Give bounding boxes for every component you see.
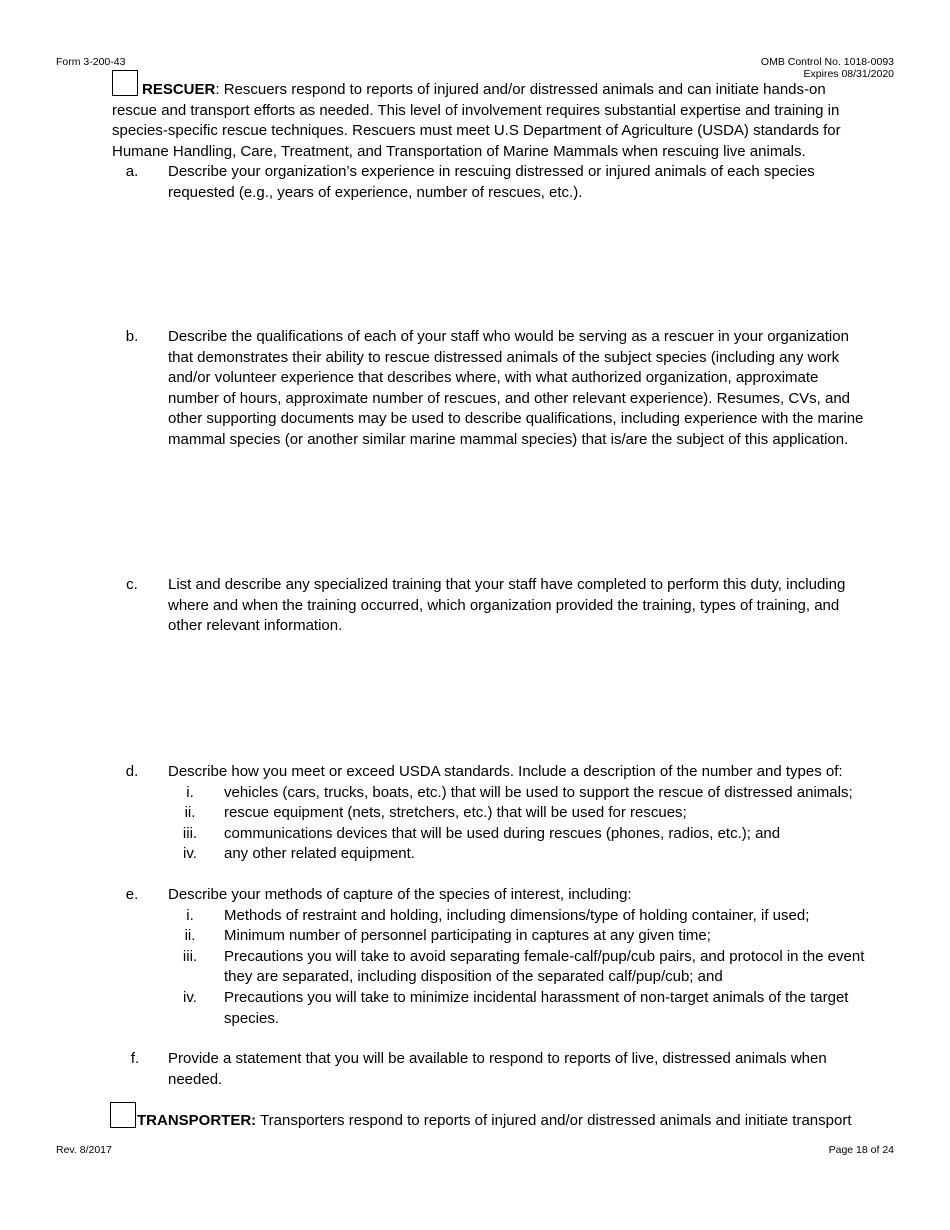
omb-control-number: OMB Control No. 1018-0093: [760, 56, 894, 68]
rescuer-title: RESCUER: [142, 81, 216, 98]
item-e-sub-text: [224, 947, 864, 988]
item-e-sub-marker: iv.: [183, 989, 197, 1006]
item-d-sub-marker: ii.: [184, 804, 196, 821]
rescuer-description: [112, 101, 841, 163]
item-d-sub-marker: iv.: [183, 845, 197, 862]
form-number: Form 3-200-43: [56, 56, 126, 68]
item-a-text: [168, 162, 815, 203]
transporter-intro-text: Transporters respond to reports of injured and/or distressed animals and initiate transport: [256, 1112, 852, 1129]
expiration-date: Expires 08/31/2020: [803, 68, 894, 80]
item-b-line: that demonstrates their ability to rescue distressed animals of the subject species (including any work: [168, 348, 840, 366]
item-a-line: requested (e.g., years of experience, number of rescues, etc.).: [168, 183, 583, 201]
item-b-line: number of hours, approximate number of rescues, and other relevant experience). Resumes, CVs, and: [168, 389, 851, 407]
item-b-line: mammal species (or another similar marine mammal species) that is/are the subject of this application.: [168, 430, 849, 448]
item-f-marker: f.: [130, 1050, 140, 1067]
item-e-sub-line: species.: [224, 1009, 280, 1027]
item-d-sub-marker: i.: [186, 783, 194, 801]
item-e-marker: e.: [125, 886, 139, 903]
rescuer-checkbox[interactable]: [112, 70, 138, 96]
item-f-text: [168, 1049, 827, 1090]
item-c-line: where and when the training occurred, which organization provided the training, types of training, and: [168, 596, 840, 614]
transporter-intro-line: [137, 1111, 851, 1132]
item-e-sub-line: Precautions you will take to avoid separating female-calf/pup/cub pairs, and protocol in the event: [224, 947, 865, 965]
rescuer-description-line: rescue and transport efforts as needed. This level of involvement requires substantial expertise and training in: [112, 101, 840, 119]
item-d-sub-text: communications devices that will be used during rescues (phones, radios, etc.); and: [224, 824, 781, 842]
item-d-sub-text: any other related equipment.: [224, 845, 415, 862]
item-c-line: List and describe any specialized training that your staff have completed to perform this duty, including: [168, 576, 846, 593]
page-number: Page 18 of 24: [828, 1144, 894, 1156]
item-e-sub-text: Methods of restraint and holding, including dimensions/type of holding container, if used;: [224, 906, 810, 924]
item-b-line: Describe the qualifications of each of your staff who would be serving as a rescuer in your organization: [168, 328, 849, 345]
item-f-line: needed.: [168, 1070, 223, 1088]
rescuer-intro-text: : Rescuers respond to reports of injured and/or distressed animals and can initiate hands-on: [215, 81, 826, 98]
item-e-sub-line: Precautions you will take to minimize incidental harassment of non-target animals of the target: [224, 989, 849, 1006]
rescuer-description-line: species-specific rescue techniques. Rescuers must meet U.S Department of Agriculture (USDA) standards for: [112, 122, 841, 139]
revision-date: Rev. 8/2017: [56, 1144, 112, 1156]
item-b-line: and/or volunteer experience that describes where, with what authorized organization, approximate: [168, 369, 819, 386]
item-e-sub-text: Minimum number of personnel participating in captures at any given time;: [224, 927, 711, 944]
item-c-line: other relevant information.: [168, 617, 343, 634]
rescuer-intro-line: [142, 80, 826, 101]
item-d-text: Describe how you meet or exceed USDA standards. Include a description of the number and types of:: [168, 763, 843, 780]
item-e-sub-marker: iii.: [182, 947, 198, 965]
item-f-line: Provide a statement that you will be available to respond to reports of live, distressed animals when: [168, 1050, 827, 1067]
item-a-marker: a.: [125, 163, 139, 180]
item-e-sub-line: they are separated, including disposition of the separated calf/pup/cub; and: [224, 968, 723, 985]
item-c-text: [168, 575, 845, 637]
item-c-marker: c.: [126, 576, 138, 593]
item-d-sub-text: vehicles (cars, trucks, boats, etc.) that will be used to support the rescue of distressed animals;: [224, 783, 853, 801]
transporter-title: TRANSPORTER:: [137, 1112, 257, 1129]
item-d-marker: d.: [125, 763, 139, 780]
rescuer-description-line: Humane Handling, Care, Treatment, and Transportation of Marine Mammals when rescuing live animals.: [112, 142, 806, 160]
item-e-text: Describe your methods of capture of the species of interest, including:: [168, 886, 632, 903]
item-b-line: other supporting documents may be used to describe qualifications, including experience with the marine: [168, 410, 864, 427]
item-b-marker: b.: [125, 328, 139, 345]
item-e-sub-marker: i.: [186, 906, 194, 924]
transporter-checkbox[interactable]: [110, 1102, 136, 1128]
item-a-line: Describe your organization’s experience in rescuing distressed or injured animals of each species: [168, 163, 815, 180]
item-d-sub-text: rescue equipment (nets, stretchers, etc.) that will be used for rescues;: [224, 804, 687, 821]
item-e-sub-marker: ii.: [184, 927, 196, 944]
item-d-sub-marker: iii.: [182, 824, 198, 842]
item-e-sub-text: [224, 988, 848, 1029]
item-b-text: [168, 327, 863, 450]
